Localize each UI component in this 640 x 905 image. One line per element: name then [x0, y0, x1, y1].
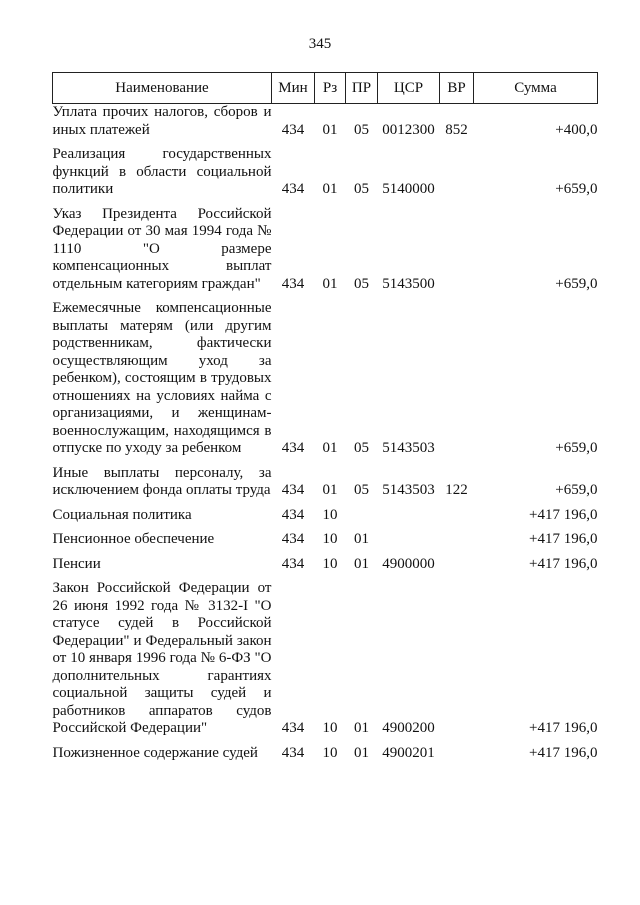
row-pr: 05: [354, 181, 369, 197]
row-sum: +417 196,0: [529, 555, 598, 572]
row-name: Пенсии: [52, 555, 101, 572]
table-header-row: [53, 73, 598, 104]
page-number: 345: [308, 36, 332, 52]
row-name: Указ Президента Российской Федерации от 30 мая 1994 года № 1110 "О размере компенсационных выплат отдельным категориям граждан": [52, 205, 272, 292]
row-vr: 852: [445, 121, 468, 138]
row-rz: 10: [322, 720, 338, 736]
row-csr: 4900201: [382, 744, 435, 761]
row-min: 434: [281, 275, 305, 292]
header-name: Наименование: [53, 73, 272, 104]
row-csr: 5143503: [382, 482, 435, 498]
row-min: 434: [281, 744, 305, 761]
row-rz: 10: [322, 506, 338, 523]
row-rz: 10: [322, 555, 338, 572]
row-csr: [378, 531, 440, 549]
row-vr: [440, 206, 474, 294]
row-pr: 05: [354, 482, 369, 498]
table-row: [53, 556, 598, 574]
row-csr: 0012300: [382, 121, 435, 138]
row-min: 434: [281, 121, 305, 138]
row-vr: [440, 507, 474, 525]
header-csr: ЦСР: [378, 73, 440, 104]
row-vr: [440, 745, 474, 763]
row-min: 434: [281, 555, 305, 572]
row-csr: 5143500: [382, 275, 435, 292]
row-csr: 5143503: [382, 440, 435, 456]
row-min: 434: [281, 440, 305, 456]
row-sum: +417 196,0: [529, 531, 598, 547]
row-name: Ежемесячные компенсационные выплаты матерям (или другим родственникам, фактически осуществляющим уход за ребенком), состоящим в трудовых отношениях на условиях найма с организациями, и женщинам-военнослужащим, находящимся в отпуске по уходу за ребенком: [52, 300, 272, 456]
row-pr: 05: [354, 121, 369, 138]
row-rz: 10: [322, 531, 338, 547]
row-pr: 05: [354, 275, 369, 292]
row-min: 434: [281, 482, 305, 498]
row-pr: 01: [354, 744, 369, 761]
row-vr: [440, 580, 474, 738]
budget-table: [52, 72, 598, 762]
header-pr: ПР: [346, 73, 378, 104]
row-min: 434: [281, 506, 305, 523]
row-rz: 01: [322, 482, 338, 498]
row-name: Пенсионное обеспечение: [52, 531, 215, 547]
table-row: [53, 104, 598, 140]
row-sum: +659,0: [555, 275, 598, 292]
row-sum: +659,0: [555, 482, 598, 498]
header-sum: Сумма: [474, 73, 598, 104]
row-name: Закон Российской Федерации от 26 июня 1992 года № 3132-I "О статусе судей в Российской Федерации" и Федеральный закон от 10 января 1996 года № 6-ФЗ "О дополнительных гарантиях социальной защиты судей и работников аппаратов судов Российской Федерации": [52, 580, 272, 736]
row-min: 434: [281, 531, 305, 547]
row-vr: 122: [445, 482, 468, 498]
header-rz: Рз: [315, 73, 346, 104]
row-pr: [346, 507, 378, 525]
row-min: 434: [281, 181, 305, 197]
row-vr: [440, 531, 474, 549]
table-row: [53, 206, 598, 294]
table-row: [53, 465, 598, 500]
table-row: [53, 507, 598, 525]
row-sum: +659,0: [555, 181, 598, 197]
header-min: Мин: [272, 73, 315, 104]
table-row: [53, 745, 598, 763]
row-rz: 01: [322, 275, 338, 292]
row-vr: [440, 300, 474, 458]
row-sum: +400,0: [555, 121, 598, 138]
row-rz: 01: [322, 121, 338, 138]
row-name: Социальная политика: [52, 506, 192, 523]
row-csr: [378, 507, 440, 525]
header-vr: ВР: [440, 73, 474, 104]
row-pr: 01: [354, 720, 369, 736]
row-rz: 01: [322, 440, 338, 456]
row-name: Уплата прочих налогов, сборов и иных платежей: [52, 104, 272, 138]
row-sum: +417 196,0: [529, 720, 598, 736]
row-pr: 01: [354, 531, 369, 547]
row-vr: [440, 556, 474, 574]
table-row: [53, 146, 598, 199]
row-name: Реализация государственных функций в области социальной политики: [52, 146, 272, 197]
row-rz: 01: [322, 181, 338, 197]
row-sum: +659,0: [555, 440, 598, 456]
row-sum: +417 196,0: [529, 744, 598, 761]
row-csr: 4900000: [382, 555, 435, 572]
row-rz: 10: [322, 744, 338, 761]
row-min: 434: [281, 720, 305, 736]
row-pr: 05: [354, 440, 369, 456]
row-name: Иные выплаты персоналу, за исключением фонда оплаты труда: [52, 464, 272, 498]
row-pr: 01: [354, 555, 369, 572]
row-sum: +417 196,0: [529, 506, 598, 523]
table-row: [53, 300, 598, 458]
row-vr: [440, 146, 474, 199]
row-csr: 5140000: [382, 181, 435, 197]
table-row: [53, 531, 598, 549]
row-csr: 4900200: [382, 720, 435, 736]
table-row: [53, 580, 598, 738]
row-name: Пожизненное содержание судей: [52, 744, 258, 761]
